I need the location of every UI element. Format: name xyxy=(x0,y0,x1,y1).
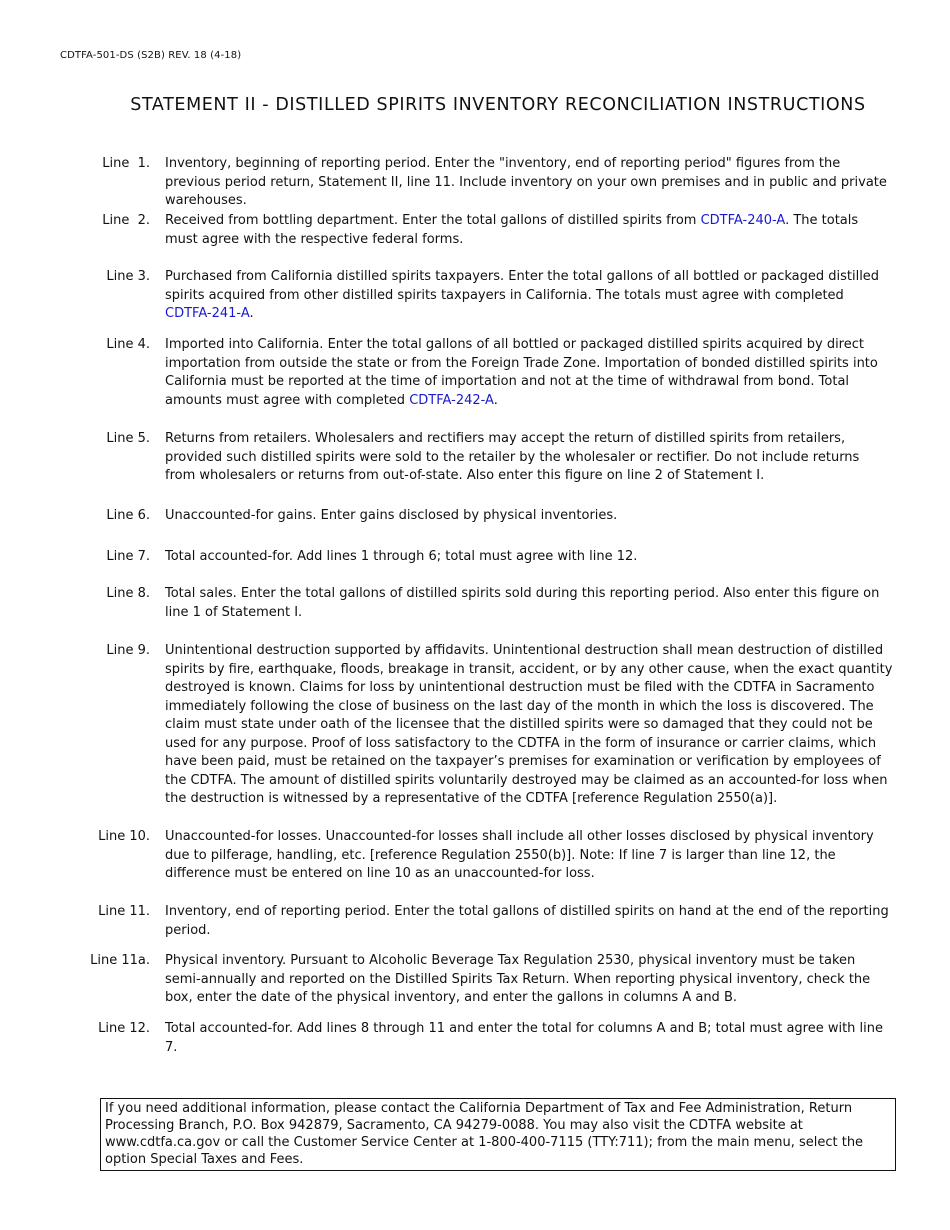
contact-info-box: If you need additional information, please contact the California Department of Tax and Fee Administration, Return Processing Branch, P.O. Box 942879, Sacramento, CA 94279-0088. You may also visit the CDTFA website at www.cdtfa.ca.gov or call the Customer Service Center at 1-800-400-7115 (TTY:711); from the main menu, select the option Special Taxes and Fees. xyxy=(100,1098,896,1171)
line-body: Wholesalers and rectifiers may accept the return of distilled spirits from retailers, provided such distilled spirits were sold to the retailer by the wholesaler or rectifier. Do not include returns from wholesalers or returns from out-of-state. Also enter this figure on line 2 of Statement I. xyxy=(165,431,860,483)
line-label: Line 1. xyxy=(102,156,150,171)
line-body: Add lines 8 through 11 and enter the total for columns A and B; total must agree with line 7. xyxy=(165,1021,884,1055)
line-body: Enter the total gallons of distilled spirits on hand at the end of the reporting period. xyxy=(165,904,889,938)
line-body: Enter the total gallons of distilled spirits from xyxy=(397,213,701,228)
line-label: Line 6. xyxy=(106,508,150,523)
form-id: CDTFA-501-DS (S2B) REV. 18 (4-18) xyxy=(60,50,242,61)
line-text xyxy=(165,212,893,249)
line-heading: Unaccounted-for gains. xyxy=(165,508,317,523)
line-label: Line 11a. xyxy=(90,953,150,968)
line-heading: Total sales. xyxy=(165,586,237,601)
line-heading: Received from bottling department. xyxy=(165,213,398,228)
line-body-after: . xyxy=(249,306,254,321)
line-text xyxy=(165,642,893,809)
line-body: Unintentional destruction shall mean destruction of distilled spirits by fire, earthquake, floods, breakage in transit, accident, or by any other cause, when the exact quantity destroyed is known. Claims for loss by unintentional destruction must be filed with the CDTFA in Sacramento immediately following the close of business on the last day of the month in which the loss is discovered. The claim must state under oath of the licensee that the distilled spirits were so damaged that they could not be used for any purpose. Proof of loss satisfactory to the CDTFA in the form of insurance or carrier claims, which have been paid, must be retained on the taxpayer’s premises for examination or verification by employees of the CDTFA. The amount of distilled spirits voluntarily destroyed may be claimed as an accounted-for loss when the destruction is witnessed by a representative of the CDTFA [reference Regulation 2550(a)]. xyxy=(165,643,893,806)
line-label: Line 8. xyxy=(106,586,150,601)
line-body-after: . xyxy=(493,392,498,408)
line-heading: Purchased from California distilled spirits taxpayers. xyxy=(165,269,505,284)
line-label: Line 4. xyxy=(106,337,150,352)
line-heading: Unaccounted-for losses. xyxy=(165,829,322,844)
line-text xyxy=(165,585,893,622)
line-text xyxy=(165,903,893,940)
line-heading: Inventory, end of reporting period. xyxy=(165,904,391,919)
line-text xyxy=(165,1020,893,1057)
line-text xyxy=(165,155,893,211)
line-label: Line 11. xyxy=(98,904,150,919)
line-heading: Total accounted-for. xyxy=(165,1021,294,1036)
line-text xyxy=(165,828,893,884)
line-label: Line 9. xyxy=(106,643,150,658)
line-label: Line 3. xyxy=(106,269,150,284)
line-heading: Unintentional destruction supported by affidavits. xyxy=(165,643,489,658)
line-body: Enter the total gallons of all bottled or packaged distilled spirits acquired by direct importation from outside the state or from the Foreign Trade Zone. Importation of bonded distilled spirits into California must be reported at the time of importation and not at the time of withdrawal from bond. Total amounts must agree with completed xyxy=(165,337,878,408)
line-text xyxy=(165,430,893,486)
line-label: Line 7. xyxy=(106,549,150,564)
line-heading: Imported into California. xyxy=(165,337,324,352)
line-label: Line 12. xyxy=(98,1021,150,1036)
line-text xyxy=(165,548,893,567)
line-heading: Total accounted-for. xyxy=(165,549,294,564)
line-text xyxy=(165,952,893,1008)
line-body: Pursuant to Alcoholic Beverage Tax Regulation 2530, physical inventory must be taken semi-annually and reported on the Distilled Spirits Tax Return. When reporting physical inventory, check the box, enter the date of the physical inventory, and enter the gallons in columns A and B. xyxy=(165,953,871,1005)
page-title: STATEMENT II - DISTILLED SPIRITS INVENTORY RECONCILIATION INSTRUCTIONS xyxy=(130,95,866,115)
line-body: Enter the total gallons of distilled spirits sold during this reporting period. Also enter this figure on line 1 of Statement I. xyxy=(165,586,880,620)
line-body-after: . The totals must agree with the respective federal forms. xyxy=(165,213,859,247)
line-body: Enter gains disclosed by physical inventories. xyxy=(316,508,618,523)
form-link-cdtfa-240-a[interactable]: CDTFA-240-A xyxy=(700,213,786,228)
line-heading: Returns from retailers. xyxy=(165,431,312,446)
form-link-cdtfa-241-a[interactable]: CDTFA-241-A xyxy=(165,306,250,321)
line-label: Line 10. xyxy=(98,829,150,844)
line-body: Enter the "inventory, end of reporting period" figures from the previous period return, Statement II, line 11. Include inventory on your own premises and in public and private warehouses. xyxy=(165,156,887,208)
line-label: Line 2. xyxy=(102,213,150,228)
line-heading: Physical inventory. xyxy=(165,953,287,968)
line-label: Line 5. xyxy=(106,431,150,446)
line-body: Enter the total gallons of all bottled or packaged distilled spirits acquired from other distilled spirits taxpayers in California. The totals must agree with completed xyxy=(165,269,880,303)
line-text xyxy=(165,507,893,526)
line-body: Unaccounted-for losses shall include all other losses disclosed by physical inventory due to pilferage, handling, etc. [reference Regulation 2550(b)]. Note: If line 7 is larger than line 12, the difference must be entered on line 10 as an unaccounted-for loss. xyxy=(165,829,874,881)
form-link-cdtfa-242-a[interactable]: CDTFA-242-A xyxy=(409,392,494,408)
line-heading: Inventory, beginning of reporting period. xyxy=(165,156,431,171)
line-text xyxy=(165,268,893,324)
line-body: Add lines 1 through 6; total must agree with line 12. xyxy=(293,549,638,564)
line-text xyxy=(165,336,893,410)
